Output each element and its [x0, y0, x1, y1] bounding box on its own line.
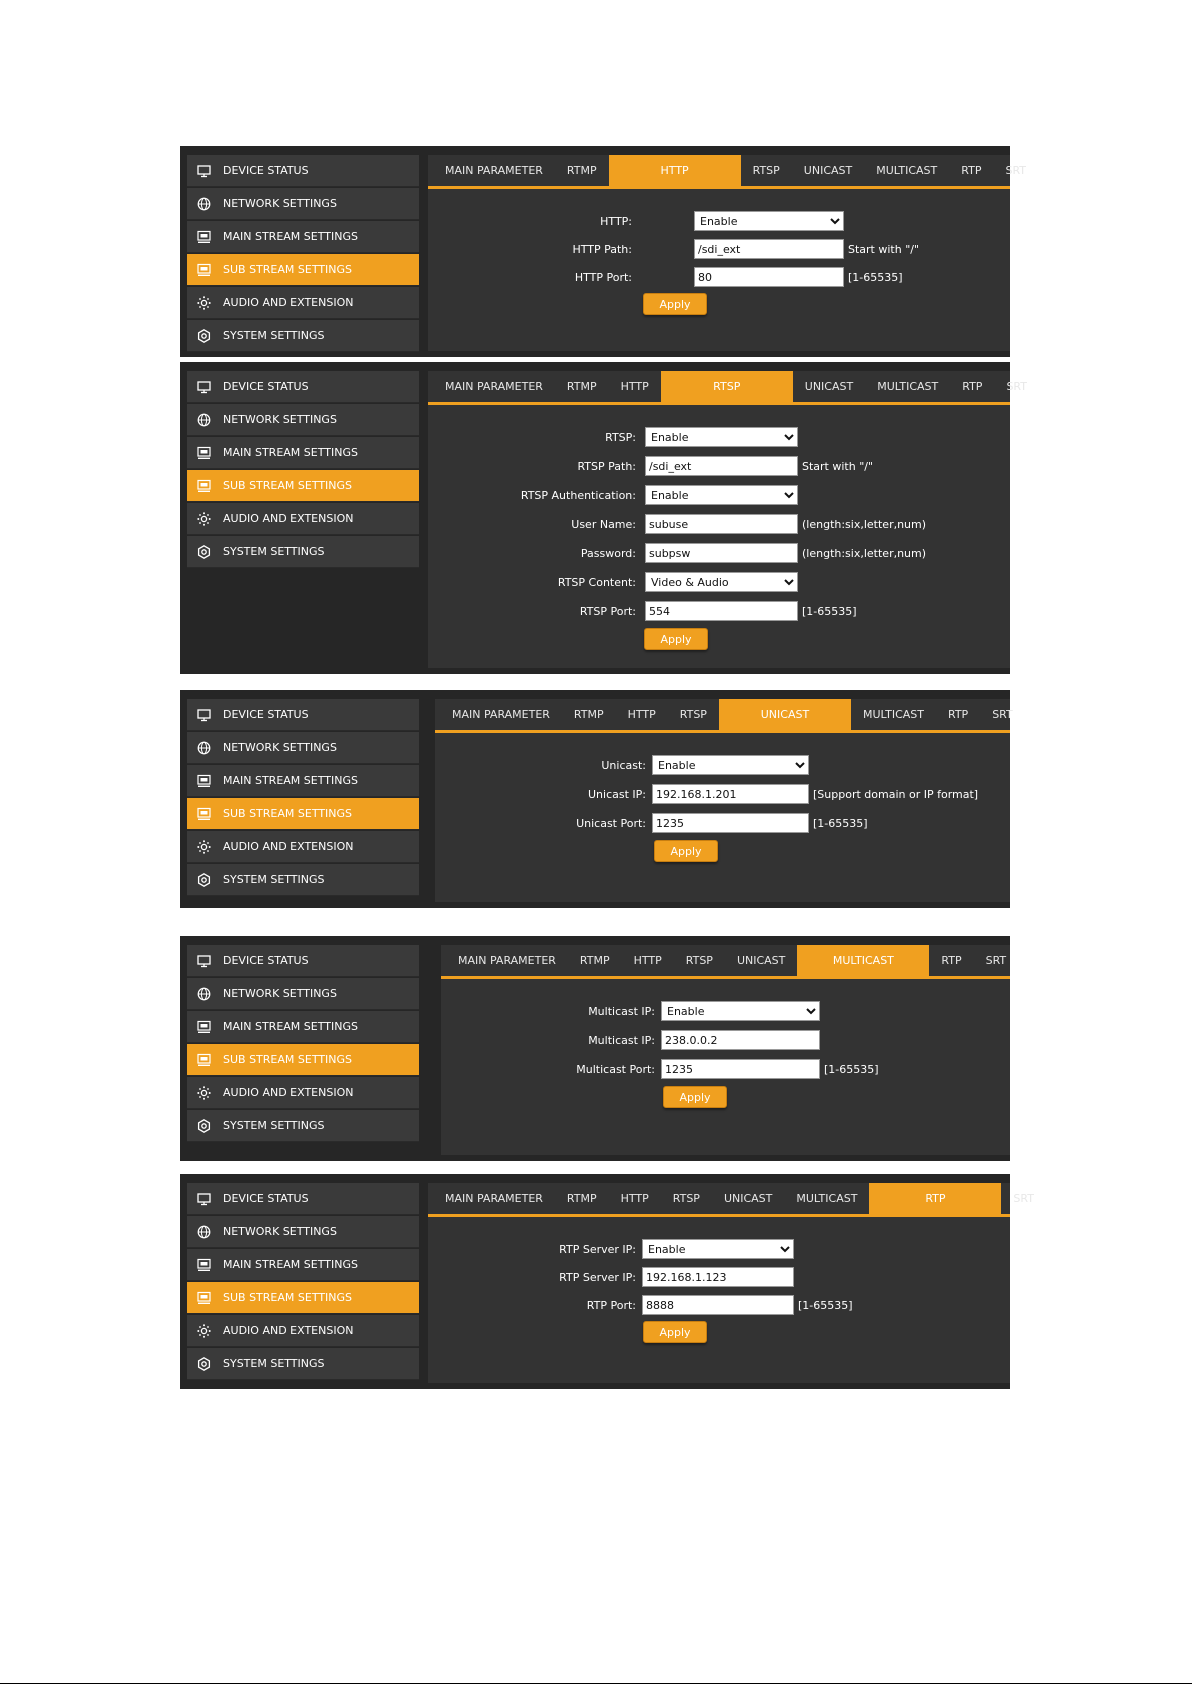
tab-multicast[interactable]: MULTICAST [877, 380, 939, 393]
settings-icon [197, 873, 211, 887]
sidebar-item-network-settings[interactable] [187, 188, 419, 220]
monitor-icon [197, 954, 211, 968]
stream-icon [197, 479, 211, 493]
rtsp-select[interactable] [645, 427, 798, 447]
monitor-icon [197, 708, 211, 722]
sidebar-item-system-settings[interactable] [187, 320, 419, 352]
field-label: User Name: [571, 518, 636, 531]
field-label: HTTP: [600, 215, 632, 228]
rtsp-settings-panel [180, 362, 1027, 674]
sidebar-item-label: NETWORK SETTINGS [223, 987, 337, 1000]
field-label: Unicast Port: [576, 817, 646, 830]
tab-bar [441, 945, 1010, 979]
globe-icon [197, 413, 211, 427]
form-row [428, 599, 1010, 628]
sidebar [187, 371, 419, 569]
tab-rtp[interactable]: RTP [869, 1183, 1001, 1214]
sidebar-item-audio-and-extension[interactable] [187, 1077, 419, 1109]
form-row [428, 1265, 1010, 1293]
form-row [428, 483, 1010, 512]
settings-content [428, 371, 1027, 668]
field-label: RTSP Content: [557, 576, 636, 589]
gear-dots-icon [197, 296, 211, 310]
sidebar-item-label: SYSTEM SETTINGS [223, 545, 325, 558]
tab-rtmp[interactable]: RTMP [579, 954, 610, 967]
field-label: RTSP Port: [579, 605, 636, 618]
sidebar-item-sub-stream-settings[interactable] [187, 254, 419, 286]
settings-content [441, 945, 1010, 1155]
sidebar-item-device-status[interactable] [187, 945, 419, 977]
tab-unicast[interactable]: UNICAST [803, 164, 853, 177]
sidebar-item-device-status[interactable] [187, 699, 419, 731]
tab-rtmp[interactable]: RTMP [573, 708, 604, 721]
sidebar-item-label: SYSTEM SETTINGS [223, 329, 325, 342]
sidebar-item-audio-and-extension[interactable] [187, 831, 419, 863]
gear-dots-icon [197, 840, 211, 854]
tab-http[interactable]: HTTP [627, 708, 656, 721]
field-hint: Start with "/" [848, 243, 920, 256]
sidebar-item-label: SUB STREAM SETTINGS [223, 1053, 353, 1066]
form-row [435, 782, 1010, 811]
settings-content [428, 155, 1027, 351]
form-row [428, 454, 1010, 483]
tab-srt[interactable]: SRT [1006, 380, 1027, 393]
multicast-ip-input[interactable] [661, 1030, 820, 1050]
stream-icon [197, 1258, 211, 1272]
settings-icon [197, 1357, 211, 1371]
tab-bar [428, 155, 1027, 189]
field-label: HTTP Path: [572, 243, 632, 256]
sidebar-item-system-settings[interactable] [187, 536, 419, 568]
sidebar [187, 945, 419, 1143]
tab-rtsp[interactable]: RTSP [679, 708, 707, 721]
sidebar-item-system-settings[interactable] [187, 1110, 419, 1142]
sidebar-item-main-stream-settings[interactable] [187, 1249, 419, 1281]
form-row [428, 1293, 1010, 1321]
sidebar-item-label: DEVICE STATUS [223, 954, 309, 967]
form-row [428, 209, 1010, 237]
field-label: RTSP: [605, 431, 636, 444]
sidebar-item-main-stream-settings[interactable] [187, 437, 419, 469]
tab-rtmp[interactable]: RTMP [566, 164, 597, 177]
tab-rtsp[interactable]: RTSP [661, 371, 793, 402]
tab-multicast[interactable]: MULTICAST [797, 945, 929, 976]
field-label: RTP Server IP: [559, 1243, 636, 1256]
gear-dots-icon [197, 512, 211, 526]
monitor-icon [197, 380, 211, 394]
field-hint: [1-65535] [848, 271, 903, 284]
sidebar-item-label: SYSTEM SETTINGS [223, 1357, 325, 1370]
http-select[interactable] [694, 211, 844, 231]
sidebar [187, 155, 419, 353]
unicast-select[interactable] [652, 755, 809, 775]
tab-unicast[interactable]: UNICAST [719, 699, 851, 730]
tab-rtp[interactable]: RTP [947, 708, 969, 721]
sidebar-item-label: DEVICE STATUS [223, 380, 309, 393]
sidebar-item-label: NETWORK SETTINGS [223, 413, 337, 426]
sidebar-item-system-settings[interactable] [187, 864, 419, 896]
multicast-settings-panel [180, 936, 1010, 1161]
sidebar-item-label: SUB STREAM SETTINGS [223, 1291, 353, 1304]
tab-rtp[interactable]: RTP [962, 380, 983, 393]
sidebar-item-device-status[interactable] [187, 1183, 419, 1215]
globe-icon [197, 1225, 211, 1239]
sidebar-item-label: AUDIO AND EXTENSION [223, 1086, 354, 1099]
tab-rtp[interactable]: RTP [941, 954, 962, 967]
sidebar-item-main-stream-settings[interactable] [187, 1011, 419, 1043]
stream-icon [197, 774, 211, 788]
field-label: HTTP Port: [574, 271, 632, 284]
tab-unicast[interactable]: UNICAST [736, 954, 786, 967]
field-hint: [1-65535] [813, 817, 868, 830]
sidebar-item-label: SYSTEM SETTINGS [223, 1119, 325, 1132]
sidebar-item-label: MAIN STREAM SETTINGS [223, 230, 358, 243]
tab-unicast[interactable]: UNICAST [723, 1192, 773, 1205]
form-row [428, 541, 1010, 570]
sidebar-item-label: AUDIO AND EXTENSION [223, 512, 354, 525]
settings-form [428, 425, 1010, 656]
form-row [428, 265, 1010, 293]
rtsp-path-input[interactable] [645, 456, 798, 476]
tab-multicast[interactable]: MULTICAST [876, 164, 938, 177]
field-label: Multicast Port: [576, 1063, 655, 1076]
field-hint: (length:six,letter,num) [802, 518, 927, 531]
http-path-input[interactable] [694, 239, 844, 259]
sidebar-item-label: DEVICE STATUS [223, 1192, 309, 1205]
stream-icon [197, 263, 211, 277]
sidebar-item-device-status[interactable] [187, 371, 419, 403]
tab-rtsp[interactable]: RTSP [752, 164, 780, 177]
apply-row [435, 840, 1010, 868]
form-row [435, 811, 1010, 840]
settings-form [428, 209, 1010, 321]
tab-srt[interactable]: SRT [1013, 1192, 1034, 1205]
tab-rtmp[interactable]: RTMP [566, 380, 597, 393]
field-label: Unicast IP: [588, 788, 646, 801]
tab-http[interactable]: HTTP [620, 1192, 649, 1205]
form-row [428, 512, 1010, 541]
monitor-icon [197, 1192, 211, 1206]
field-label: Unicast: [601, 759, 646, 772]
rtp-server-ip-select[interactable] [642, 1239, 794, 1259]
tab-rtsp[interactable]: RTSP [685, 954, 713, 967]
sidebar-item-sub-stream-settings[interactable] [187, 1282, 419, 1314]
tab-multicast[interactable]: MULTICAST [862, 708, 924, 721]
tab-main-parameter[interactable]: MAIN PARAMETER [445, 380, 543, 393]
globe-icon [197, 741, 211, 755]
field-hint: [1-65535] [802, 605, 857, 618]
rtp-settings-panel [180, 1174, 1034, 1389]
tab-http[interactable]: HTTP [633, 954, 662, 967]
http-settings-panel [180, 146, 1027, 357]
sidebar-item-label: SYSTEM SETTINGS [223, 873, 325, 886]
rtsp-content-select[interactable] [645, 572, 798, 592]
tab-srt[interactable]: SRT [1005, 164, 1027, 177]
tab-rtp[interactable]: RTP [961, 164, 982, 177]
gear-dots-icon [197, 1324, 211, 1338]
sidebar-item-label: DEVICE STATUS [223, 164, 309, 177]
tab-unicast[interactable]: UNICAST [804, 380, 854, 393]
settings-content [435, 699, 1013, 902]
tab-main-parameter[interactable]: MAIN PARAMETER [458, 954, 556, 967]
rtp-port-input[interactable] [642, 1295, 794, 1315]
unicast-ip-input[interactable] [652, 784, 809, 804]
settings-icon [197, 329, 211, 343]
apply-button[interactable]: Apply [663, 1086, 727, 1108]
tab-http[interactable]: HTTP [620, 380, 649, 393]
stream-icon [197, 1020, 211, 1034]
sidebar-item-label: NETWORK SETTINGS [223, 1225, 337, 1238]
stream-icon [197, 807, 211, 821]
stream-icon [197, 1291, 211, 1305]
sidebar-item-label: MAIN STREAM SETTINGS [223, 1258, 358, 1271]
sidebar-item-network-settings[interactable] [187, 1216, 419, 1248]
sidebar-item-system-settings[interactable] [187, 1348, 419, 1380]
sidebar [187, 1183, 419, 1381]
field-label: RTSP Authentication: [520, 489, 636, 502]
sidebar-item-audio-and-extension[interactable] [187, 287, 419, 319]
monitor-icon [197, 164, 211, 178]
password-input[interactable] [645, 543, 798, 563]
tab-rtmp[interactable]: RTMP [566, 1192, 597, 1205]
form-row [435, 753, 1010, 782]
field-label: Password: [580, 547, 636, 560]
tab-http[interactable]: HTTP [609, 155, 741, 186]
sidebar-item-audio-and-extension[interactable] [187, 1315, 419, 1347]
sidebar-item-main-stream-settings[interactable] [187, 221, 419, 253]
settings-form [441, 999, 1010, 1114]
field-hint: (length:six,letter,num) [802, 547, 927, 560]
sidebar-item-label: NETWORK SETTINGS [223, 197, 337, 210]
sidebar-item-label: MAIN STREAM SETTINGS [223, 774, 358, 787]
field-label: RTSP Path: [577, 460, 636, 473]
unicast-port-input[interactable] [652, 813, 809, 833]
sidebar-item-audio-and-extension[interactable] [187, 503, 419, 535]
sidebar-item-sub-stream-settings[interactable] [187, 470, 419, 502]
globe-icon [197, 987, 211, 1001]
apply-button[interactable]: Apply [643, 1321, 707, 1343]
settings-icon [197, 1119, 211, 1133]
field-label: RTP Server IP: [559, 1271, 636, 1284]
tab-bar [428, 371, 1027, 405]
sidebar-item-label: AUDIO AND EXTENSION [223, 840, 354, 853]
stream-icon [197, 1053, 211, 1067]
apply-button[interactable]: Apply [654, 840, 718, 862]
sidebar-item-label: SUB STREAM SETTINGS [223, 479, 353, 492]
tab-bar [435, 699, 1013, 733]
page-divider [0, 1683, 1192, 1684]
sidebar-item-sub-stream-settings[interactable] [187, 1044, 419, 1076]
sidebar-item-network-settings[interactable] [187, 404, 419, 436]
sidebar-item-label: SUB STREAM SETTINGS [223, 263, 353, 276]
apply-row [428, 1321, 1010, 1349]
settings-icon [197, 545, 211, 559]
unicast-settings-panel [180, 690, 1013, 908]
apply-button[interactable]: Apply [644, 628, 708, 650]
rtp-server-ip-input[interactable] [642, 1267, 794, 1287]
settings-form [428, 1237, 1010, 1349]
apply-row [441, 1086, 1010, 1114]
multicast-ip-select[interactable] [661, 1001, 820, 1021]
field-hint: [1-65535] [798, 1299, 853, 1312]
field-hint: [1-65535] [824, 1063, 879, 1076]
form-row [428, 570, 1010, 599]
settings-form [435, 753, 1010, 868]
field-label: RTP Port: [586, 1299, 636, 1312]
field-hint: [Support domain or IP format] [813, 788, 979, 801]
rtsp-authentication-select[interactable] [645, 485, 798, 505]
tab-main-parameter[interactable]: MAIN PARAMETER [445, 164, 543, 177]
globe-icon [197, 197, 211, 211]
field-hint: Start with "/" [802, 460, 874, 473]
sidebar-item-label: MAIN STREAM SETTINGS [223, 446, 358, 459]
sidebar-item-main-stream-settings[interactable] [187, 765, 419, 797]
sidebar-item-label: NETWORK SETTINGS [223, 741, 337, 754]
multicast-port-input[interactable] [661, 1059, 820, 1079]
apply-row [428, 628, 1010, 656]
tab-srt[interactable]: SRT [992, 708, 1013, 721]
sidebar-item-label: DEVICE STATUS [223, 708, 309, 721]
tab-rtsp[interactable]: RTSP [672, 1192, 700, 1205]
apply-row [428, 293, 1010, 321]
gear-dots-icon [197, 1086, 211, 1100]
apply-button[interactable]: Apply [643, 293, 707, 315]
tab-srt[interactable]: SRT [985, 954, 1007, 967]
field-label: Multicast IP: [588, 1034, 655, 1047]
sidebar-item-sub-stream-settings[interactable] [187, 798, 419, 830]
form-row [428, 425, 1010, 454]
form-row [441, 1057, 1010, 1086]
sidebar-item-device-status[interactable] [187, 155, 419, 187]
sidebar [187, 699, 419, 897]
sidebar-item-network-settings[interactable] [187, 732, 419, 764]
tab-multicast[interactable]: MULTICAST [796, 1192, 858, 1205]
sidebar-item-label: AUDIO AND EXTENSION [223, 1324, 354, 1337]
sidebar-item-label: AUDIO AND EXTENSION [223, 296, 354, 309]
sidebar-item-network-settings[interactable] [187, 978, 419, 1010]
user-name-input[interactable] [645, 514, 798, 534]
tab-bar [428, 1183, 1034, 1217]
field-label: Multicast IP: [588, 1005, 655, 1018]
form-row [441, 999, 1010, 1028]
tab-main-parameter[interactable]: MAIN PARAMETER [445, 1192, 543, 1205]
tab-main-parameter[interactable]: MAIN PARAMETER [452, 708, 550, 721]
sidebar-item-label: SUB STREAM SETTINGS [223, 807, 353, 820]
stream-icon [197, 446, 211, 460]
rtsp-port-input[interactable] [645, 601, 798, 621]
stream-icon [197, 230, 211, 244]
settings-content [428, 1183, 1034, 1383]
sidebar-item-label: MAIN STREAM SETTINGS [223, 1020, 358, 1033]
form-row [428, 237, 1010, 265]
http-port-input[interactable] [694, 267, 844, 287]
form-row [428, 1237, 1010, 1265]
form-row [441, 1028, 1010, 1057]
